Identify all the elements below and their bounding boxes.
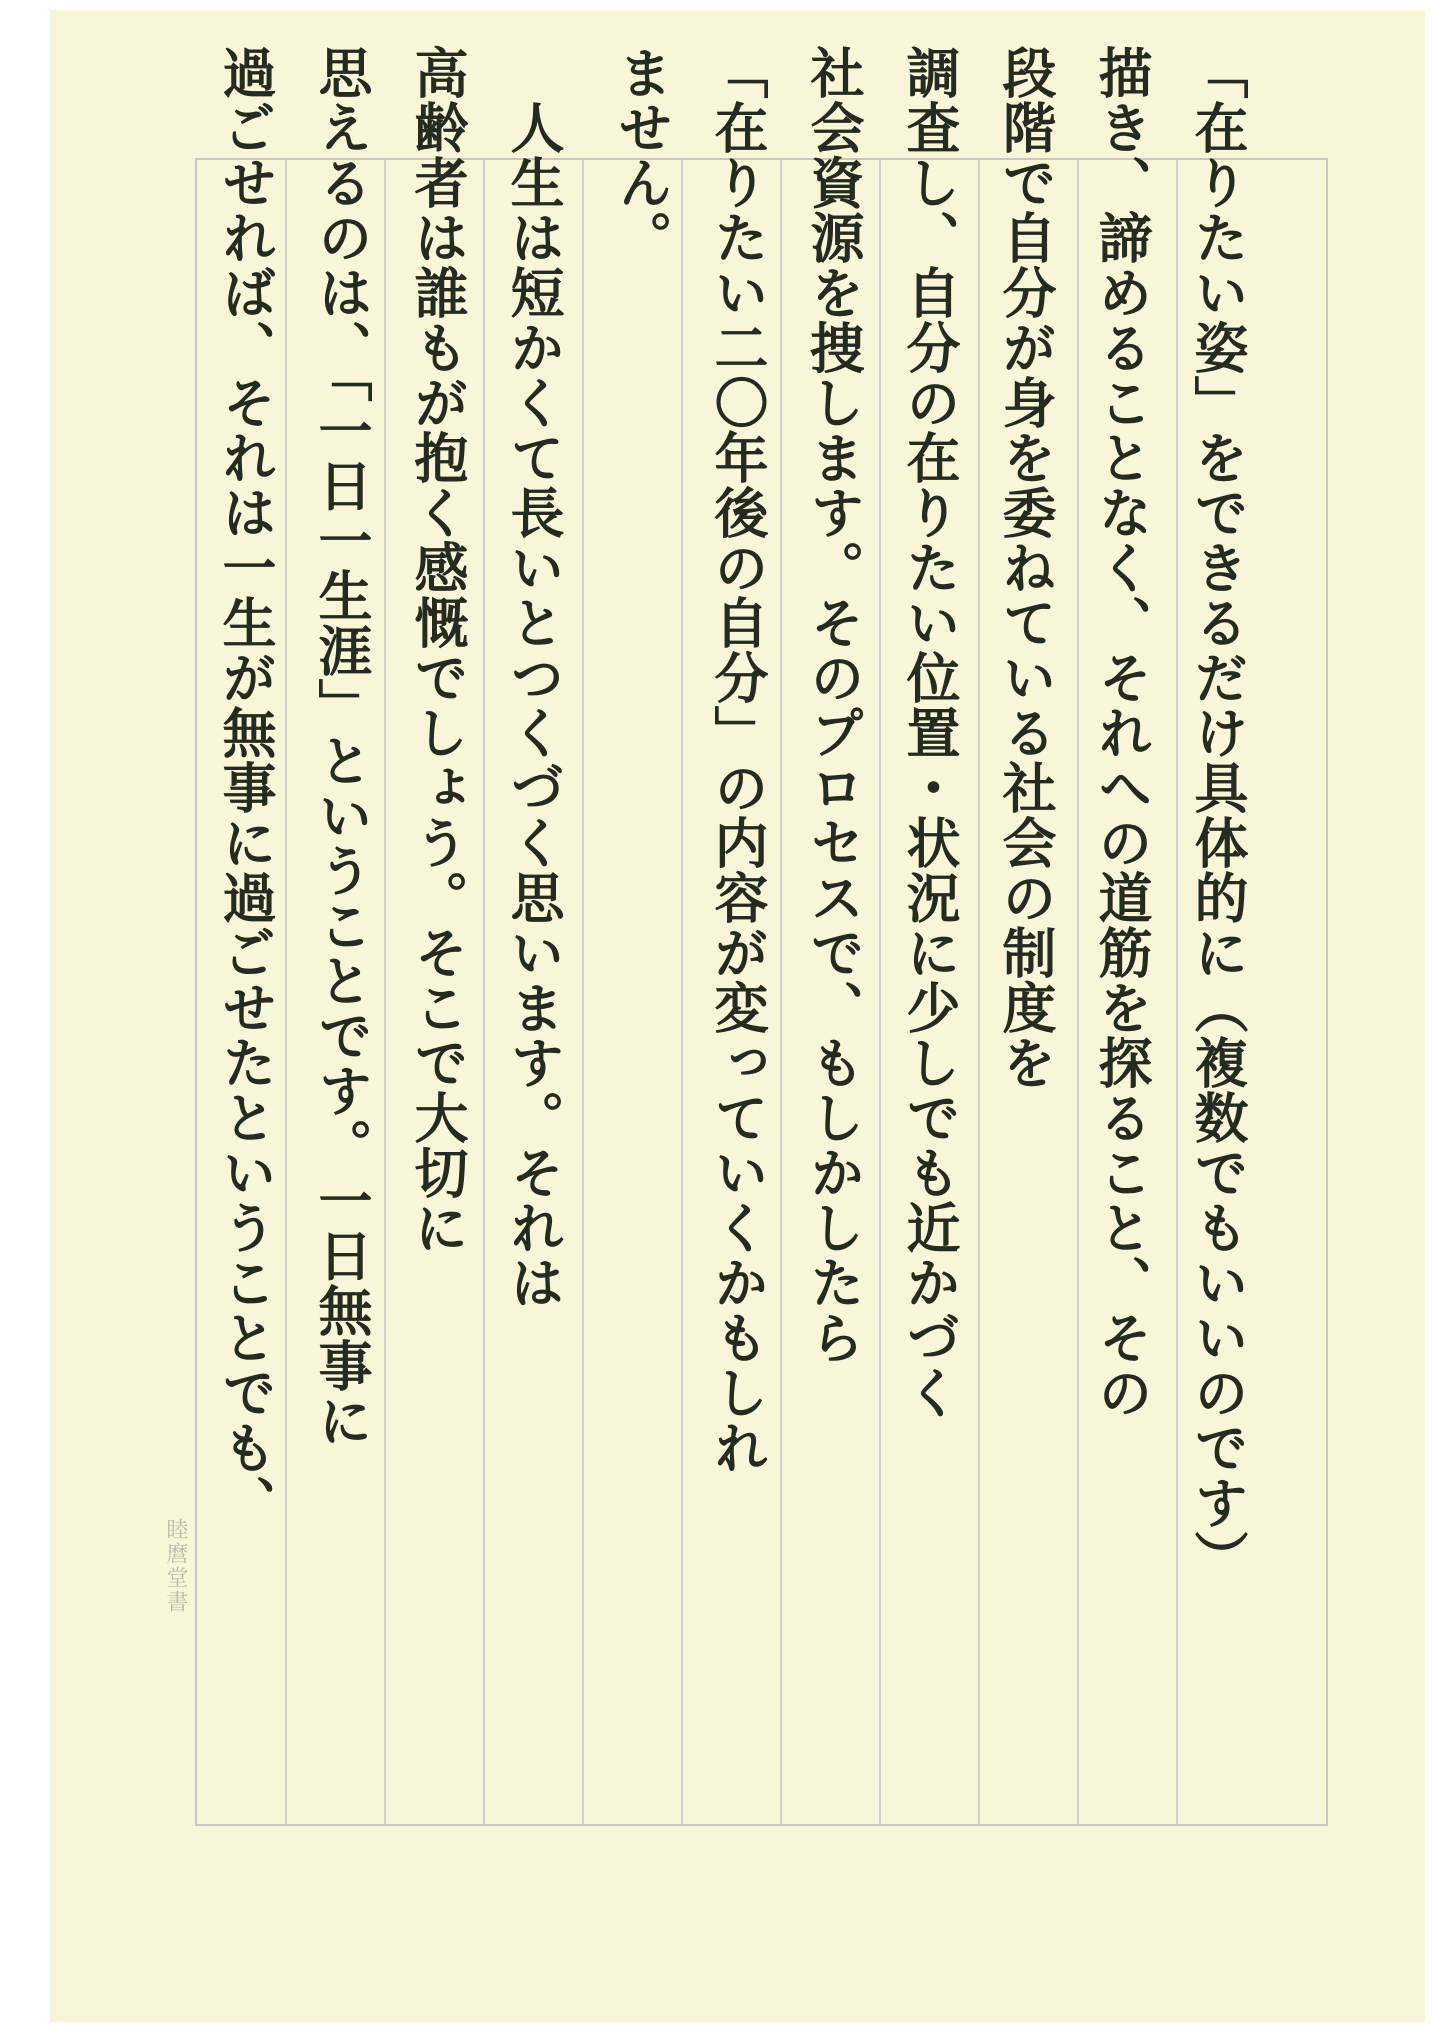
text-column: 「在りたい二〇年後の自分」の内容が変っていくかもしれ bbox=[706, 45, 770, 1475]
column-rule bbox=[483, 160, 485, 1824]
text-column: 「在りたい姿」をできるだけ具体的に（複数でもいいのです） bbox=[1186, 45, 1250, 1585]
column-rule bbox=[681, 160, 683, 1824]
text-column: 調査し、自分の在りたい位置・状況に少しでも近かづく bbox=[898, 45, 962, 1420]
text-column: 社会資源を捜します。そのプロセスで、もしかしたら bbox=[802, 45, 866, 1365]
text-column: 段階で自分が身を委ねている社会の制度を bbox=[994, 45, 1058, 1090]
text-column: 描き、諦めることなく、それへの道筋を探ること、その bbox=[1090, 45, 1154, 1420]
text-column: 高齢者は誰もが抱く感慨でしょう。そこで大切に bbox=[406, 45, 470, 1255]
signature-stamp: 睦麿堂書 bbox=[163, 1518, 188, 1614]
text-column: 人生は短かくて長いとつくづく思います。それは bbox=[502, 45, 566, 1310]
column-rule bbox=[978, 160, 980, 1824]
column-rule bbox=[1077, 160, 1079, 1824]
column-rule bbox=[582, 160, 584, 1824]
text-column: 思えるのは、「一日一生涯」ということです。一日無事に bbox=[310, 45, 374, 1448]
column-rule bbox=[780, 160, 782, 1824]
column-rule bbox=[384, 160, 386, 1824]
text-column: 過ごせれば、それは一生が無事に過ごせたということでも、 bbox=[214, 45, 278, 1530]
column-rule bbox=[879, 160, 881, 1824]
text-column: ません。 bbox=[610, 45, 674, 265]
